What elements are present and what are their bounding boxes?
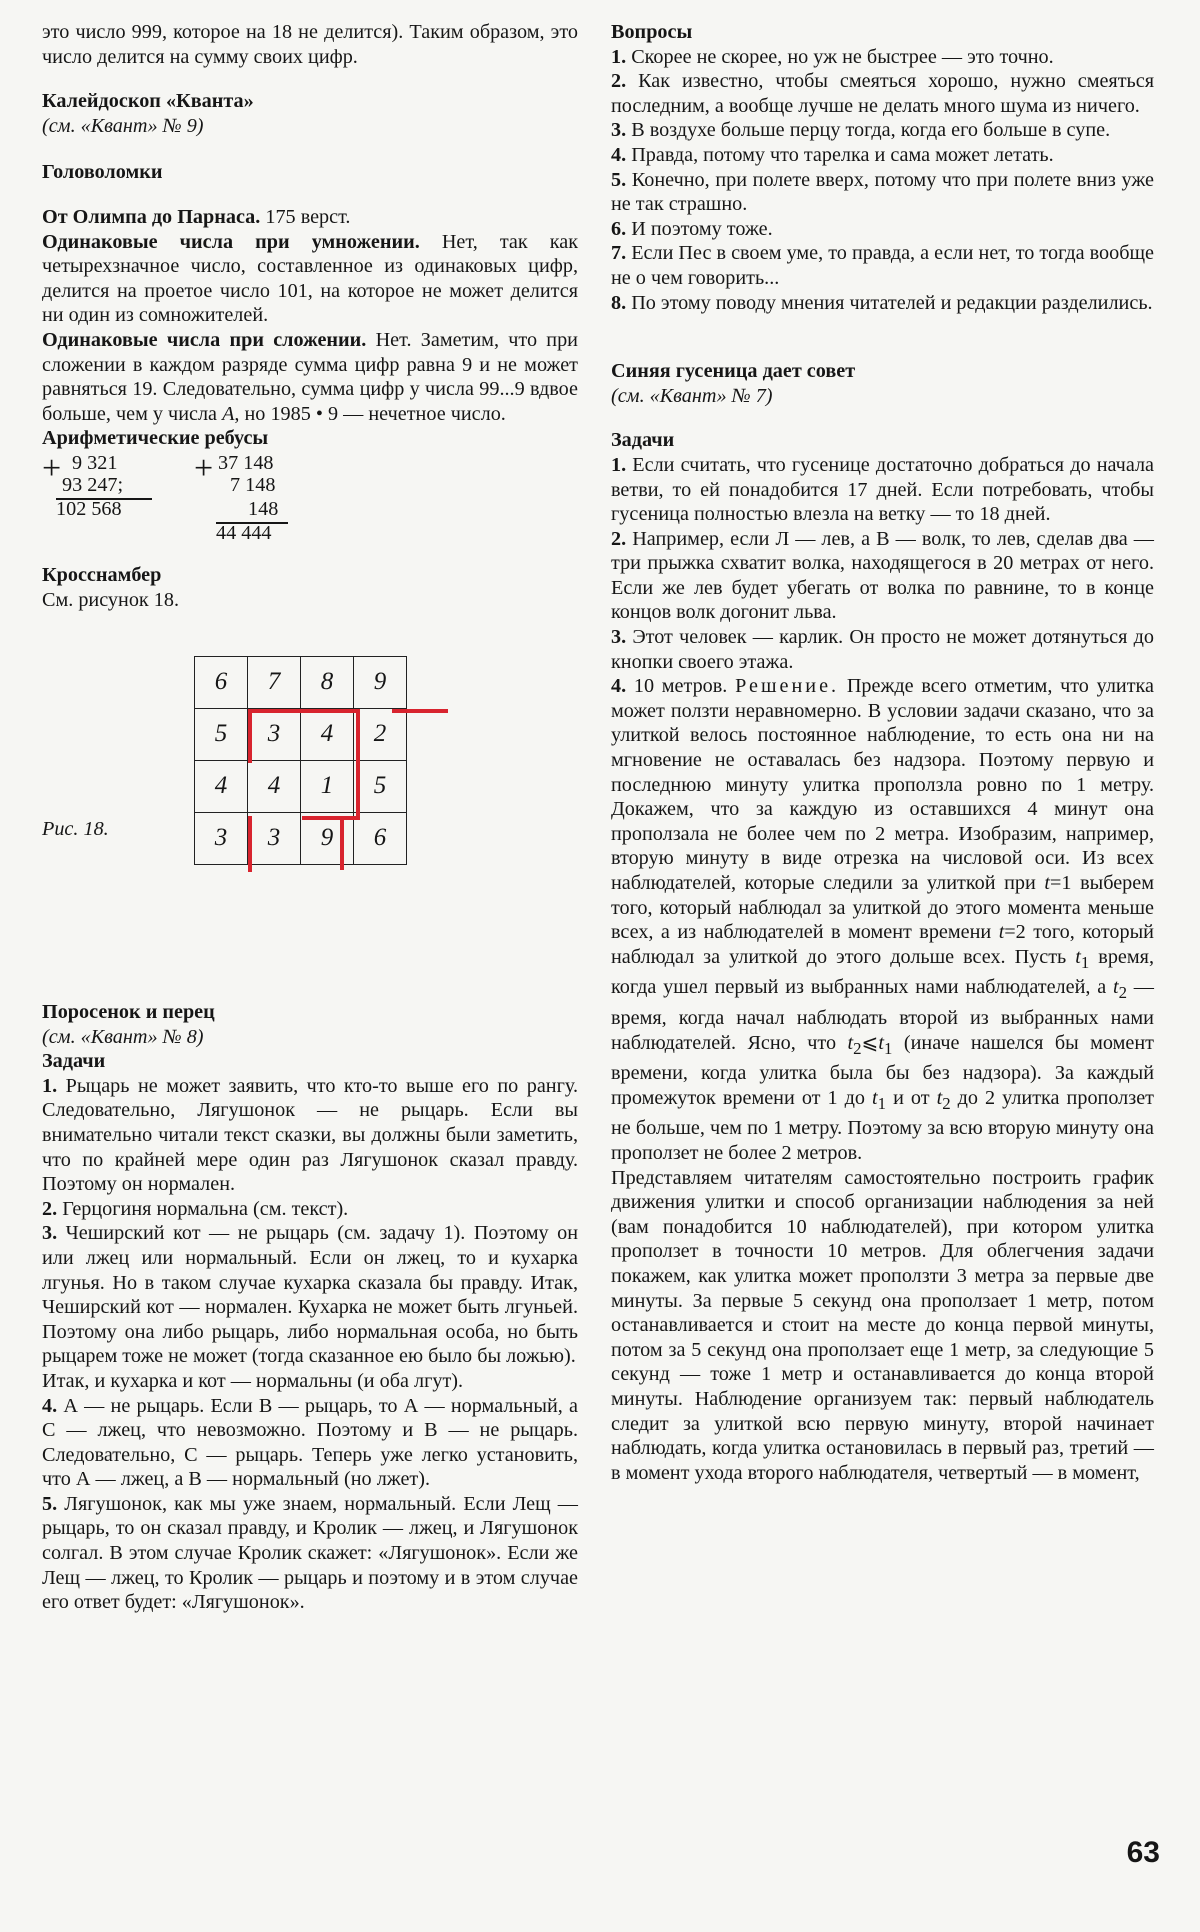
grid-cell: 9 <box>354 657 407 709</box>
grid-cell: 9 <box>301 813 354 865</box>
add-text: Нет. Заметим, что при сложении в каждом разряде сумма цифр равна 9 и не может равняться 19. Следовательно, сумма цифр у числа 99...9 вдвое больше, чем у числа <box>42 328 578 425</box>
var-t: t <box>998 921 1005 944</box>
item-number: 4. <box>42 1394 58 1417</box>
grid-red-line-4 <box>356 709 360 711</box>
sub-1: 1 <box>884 1038 893 1058</box>
rebus1-plus: + <box>42 449 62 487</box>
item-number: 5. <box>611 168 627 191</box>
item-number: 8. <box>611 291 627 314</box>
cat-task-4-text-h: и от <box>886 1086 937 1109</box>
rebus2-a: 37 148 <box>218 451 274 474</box>
cat-task-4-number: 4. <box>611 675 627 698</box>
var-t1: t <box>878 1031 885 1054</box>
var-t2: t <box>1112 976 1119 999</box>
item-number: 4. <box>611 143 627 166</box>
grid-cell: 6 <box>195 657 248 709</box>
piglet-tasks-list <box>42 1074 578 1615</box>
sub-2: 2 <box>853 1038 862 1058</box>
add-paragraph <box>42 328 578 426</box>
cat-task-4-text-b: Прежде всего отметим, что улитка может ползти неравномерно. В условии задачи сказано, что за улиткой велось постоянное наблюдение, то есть она ни на мгновение не оставалась без надзора. Поэтому первую и последнюю минуту улитка проползла ровно по 1 метру. Докажем, что за каждую из оставшихся 4 минут она проползала не более чем по 2 метра. Изобразим, например, вторую минуту в виде отрезка на числовой оси. Из всех наблюдателей, которые следили за улиткой при <box>611 675 1154 894</box>
caterpillar-tasks-heading: Задачи <box>611 429 675 452</box>
list-item <box>42 1369 578 1394</box>
item-text: А — не рыцарь. Если В — рыцарь, то А — нормальный, а С — лжец, что невозможно. Поэтому и В — не рыцарь. Следовательно, С — рыцарь. Теперь уже легко установить, что А — лжец, а В — нормальный (но лжет). <box>42 1394 578 1491</box>
cat-task-3-text: Этот человек — карлик. Он просто не может дотянуться до кнопки своего этажа. <box>611 626 1154 673</box>
cat-task-2-number: 2. <box>611 527 627 550</box>
grid-row <box>195 657 407 709</box>
item-text: В воздухе больше перцу тогда, когда его больше в супе. <box>626 119 1111 142</box>
list-item <box>42 1221 578 1369</box>
cat-task-3 <box>611 625 1154 674</box>
grid-cell: 3 <box>248 709 301 761</box>
grid-cell: 2 <box>354 709 407 761</box>
list-item <box>611 291 1154 316</box>
rebus1-sum: 102 568 <box>56 497 122 520</box>
list-item <box>42 1492 578 1615</box>
sub-2: 2 <box>942 1093 951 1113</box>
mult-paragraph <box>42 230 578 328</box>
cat-task-4-text-c: =1 выберем того, который наблюдал за улиткой до этого момента меньше всех, а из наблюдателей в момент времени <box>611 872 1154 944</box>
cat-task-4-text-i: до 2 улитка проползет не больше, чем по 1 метру. Поэтому за всю вторую минуту она проползет не более 2 метров. <box>611 1086 1154 1165</box>
cat-task-4-text-d: =2 того, который наблюдал за улиткой до этого дольше всех. Пусть <box>611 921 1154 968</box>
item-text: Чеширский кот — не рыцарь (см. задачу 1). Поэтому он или лжец или нормальный. Если он лжец, то и кухарка лгунья. Но в таком случае кухарка сказала бы правду. Итак, Чеширский кот — нормален. Кухарка не может быть лгуньей. Поэтому она либо рыцарь, либо нормальная особа, но быть рыцарем тоже не может (тогда сказанное ею было бы ложью). <box>42 1222 578 1368</box>
olymp-text: 175 верст. <box>260 205 351 228</box>
list-item <box>611 45 1154 70</box>
cat-task-4-answer: 10 метров. <box>626 675 736 698</box>
rebus2-plus: + <box>194 449 214 487</box>
grid-row <box>195 761 407 813</box>
grid-cell: 5 <box>195 709 248 761</box>
item-number: 5. <box>42 1492 58 1515</box>
var-t1: t <box>872 1086 878 1109</box>
mult-text: Нет, так как четырехзначное число, составленное из одинаковых цифр, делится на проетое число 101, на которое не может делится ни один из сомножителей. <box>42 230 579 327</box>
cat-task-4-continued: Представляем читателям самостоятельно построить график движения улитки и способ организации наблюдения за ней (вам понадобится 10 наблюдателей), при котором улитка проползет в точности 10 метров. Для облегчения задачи покажем, как улитка может проползти 3 метра за первые две минуты. За первые 5 секунд она проползает 1 метр, потом останавливается и стоит на месте до конца первой минуты, потом за 5 секунд она проползает еще 1 метр, за следующие 5 секунд — тоже 1 метр и останавливается до конца второй минуты. Наблюдение организуем так: первый наблюдатель следит за улиткой всю первую минуту, второй начинает наблюдать, когда улитка остановилась в первый раз, третий — в момент ухода второго наблюдателя, четвертый — в момент, <box>611 1166 1154 1484</box>
item-text: Конечно, при полете вверх, потому что при полете вниз уже не так страшно. <box>611 168 1154 216</box>
item-text: Итак, и кухарка и кот — нормальны (и оба лгут). <box>42 1369 464 1392</box>
item-text: Как известно, чтобы смеяться хорошо, нужно смеяться последним, а вообще лучше не делать много шума из ничего. <box>611 70 1154 117</box>
var-t2: t <box>847 1031 854 1054</box>
item-number: 1. <box>611 45 627 68</box>
leq-sign: ⩽ <box>861 1031 879 1054</box>
cat-task-4-solution-label: Решение. <box>735 675 840 698</box>
var-t: t <box>1044 872 1051 894</box>
item-number: 3. <box>42 1222 58 1245</box>
add-head: Одинаковые числа при сложении. <box>42 328 367 351</box>
arithmetic-rebuses <box>42 451 578 557</box>
grid-cell: 4 <box>195 761 248 813</box>
list-item <box>611 143 1154 168</box>
grid-cell: 6 <box>354 813 407 865</box>
grid-cell: 5 <box>354 761 407 813</box>
item-number: 6. <box>611 217 627 240</box>
intro-paragraph: это число 999, которое на 18 не делится). Таким образом, это число делится на сумму своих цифр. <box>42 21 578 68</box>
grid-row <box>195 813 407 865</box>
right-column <box>611 20 1154 1485</box>
item-text: Лягушонок, как мы уже знаем, нормальный. Если Лещ — рыцарь, то он сказал правду, и Кролик — лжец, и Лягушонок солгал. В этом случае Кролик скажет: «Лягушонок». Если же Лещ — лжец, то Кролик — рыцарь и поэтому и в этом случае его ответ будет: «Лягушонок». <box>42 1492 578 1614</box>
kaleidoscope-heading: Калейдоскоп «Кванта» <box>42 90 254 113</box>
grid-cell: 3 <box>248 813 301 865</box>
grid-red-line-1 <box>248 709 358 713</box>
item-text: Правда, потому что тарелка и сама может летать. <box>626 143 1054 166</box>
list-item <box>611 118 1154 143</box>
grid-cell: 8 <box>301 657 354 709</box>
grid-cell: 3 <box>195 813 248 865</box>
grid-cell: 4 <box>301 709 354 761</box>
grid-red-line-8 <box>302 816 360 820</box>
item-number: 2. <box>42 1197 58 1220</box>
var-t1: t <box>1075 945 1081 968</box>
add-var: A <box>222 402 235 425</box>
piglet-heading: Поросенок и перец <box>42 1001 215 1023</box>
list-item <box>611 217 1154 242</box>
sub-1: 1 <box>877 1093 887 1113</box>
item-number: 2. <box>611 70 627 93</box>
grid-cell: 7 <box>248 657 301 709</box>
item-text: Герцогиня нормальна (см. текст). <box>57 1197 349 1220</box>
mult-head: Одинаковые числа при умножении. <box>42 230 420 253</box>
left-column-lower <box>42 1000 578 1615</box>
kaleidoscope-reference: (см. «Квант» № 9) <box>42 114 204 137</box>
item-text: Рыцарь не может заявить, что кто-то выше его по рангу. Следовательно, Лягушонок — не рыцарь. Если вы внимательно читали текст сказки, вы должны были заметить, что по крайней мере один раз Лягушонок сказал правду. Поэтому он нормален. <box>42 1074 578 1196</box>
rebus2-sum: 44 444 <box>216 521 272 544</box>
puzzles-heading: Головоломки <box>42 161 163 184</box>
olymp-paragraph <box>42 205 578 230</box>
item-text: Скорее не скорее, но уж не быстрее — это точно. <box>626 45 1054 68</box>
list-item <box>42 1197 578 1222</box>
crossnumber-text: См. рисунок 18. <box>42 588 180 611</box>
grid-red-line-10 <box>340 816 344 870</box>
sub-1: 1 <box>1080 952 1090 972</box>
list-item <box>611 168 1154 217</box>
item-number: 7. <box>611 242 627 265</box>
rebus-heading: Арифметические ребусы <box>42 427 269 450</box>
cat-task-2 <box>611 527 1154 625</box>
grid-red-line-6 <box>392 709 448 713</box>
piglet-tasks-heading: Задачи <box>42 1050 106 1073</box>
piglet-reference: (см. «Квант» № 8) <box>42 1025 204 1048</box>
questions-list <box>611 45 1154 316</box>
grid-red-line-9 <box>248 816 252 872</box>
cat-task-4-text-e: время, когда ушел первый из выбранных нами наблюдателей, а <box>611 945 1154 999</box>
caterpillar-reference: (см. «Квант» № 7) <box>611 384 773 407</box>
page-number: 63 <box>1126 1836 1160 1869</box>
cat-task-4-text-f: — время, когда начал наблюдать второй из выбранных нами наблюдателей. Ясно, что <box>611 976 1154 1054</box>
list-item <box>611 241 1154 290</box>
questions-heading: Вопросы <box>611 21 693 43</box>
list-item <box>42 1074 578 1197</box>
figure-caption: Рис. 18. <box>42 818 109 841</box>
var-t2: t <box>936 1086 943 1109</box>
grid-red-line-2 <box>248 709 252 763</box>
crossnumber-heading: Кросснамбер <box>42 563 162 586</box>
rebus2-b: 7 148 <box>230 473 276 496</box>
item-number: 1. <box>42 1074 58 1097</box>
item-text: По этому поводу мнения читателей и редакции разделились. <box>626 291 1153 314</box>
cat-task-1-text: Если считать, что гусенице достаточно добраться до начала ветви, то ей понадобится 17 дней. Если потребовать, чтобы гусеница полностью влезла на ветку — то 18 дней. <box>611 453 1154 526</box>
grid-red-line-7 <box>356 762 360 818</box>
cat-task-3-number: 3. <box>611 626 627 649</box>
list-item <box>42 1394 578 1492</box>
cat-task-2-text: Например, если Л — лев, а В — волк, то лев, сделав два — три прыжка схватит волка, находящегося в 20 метрах от него. Если же лев будет убегать от волка по равнине, то в конце концов волк догонит льва. <box>611 527 1154 624</box>
grid-row <box>195 709 407 761</box>
rebus1-a: 9 321 <box>72 451 118 474</box>
cat-task-1-number: 1. <box>611 453 627 476</box>
rebus1-b: 93 247; <box>62 473 124 496</box>
grid-red-line-3 <box>356 709 360 763</box>
item-number: 3. <box>611 119 627 142</box>
grid-cell: 1 <box>301 761 354 813</box>
crossnumber-grid <box>194 656 407 865</box>
cat-task-4 <box>611 674 1154 1165</box>
sub-2: 2 <box>1118 983 1128 1003</box>
list-item <box>611 69 1154 118</box>
olymp-head: От Олимпа до Парнаса. <box>42 205 261 228</box>
cat-task-4-text-g: (иначе нашелся бы момент времени, когда улитка была бы без надзора). За каждый промежуток времени от 1 до <box>611 1031 1154 1109</box>
caterpillar-heading: Синяя гусеница дает совет <box>611 360 856 383</box>
rebus2-c: 148 <box>248 497 279 520</box>
cat-task-1 <box>611 453 1154 527</box>
grid-cell: 4 <box>248 761 301 813</box>
item-text: Если Пес в своем уме, то правда, а если нет, то тогда вообще не о чем говорить... <box>611 242 1154 289</box>
add-tail: , но 1985 • 9 — нечетное число. <box>234 402 506 425</box>
item-text: И поэтому тоже. <box>626 217 773 240</box>
